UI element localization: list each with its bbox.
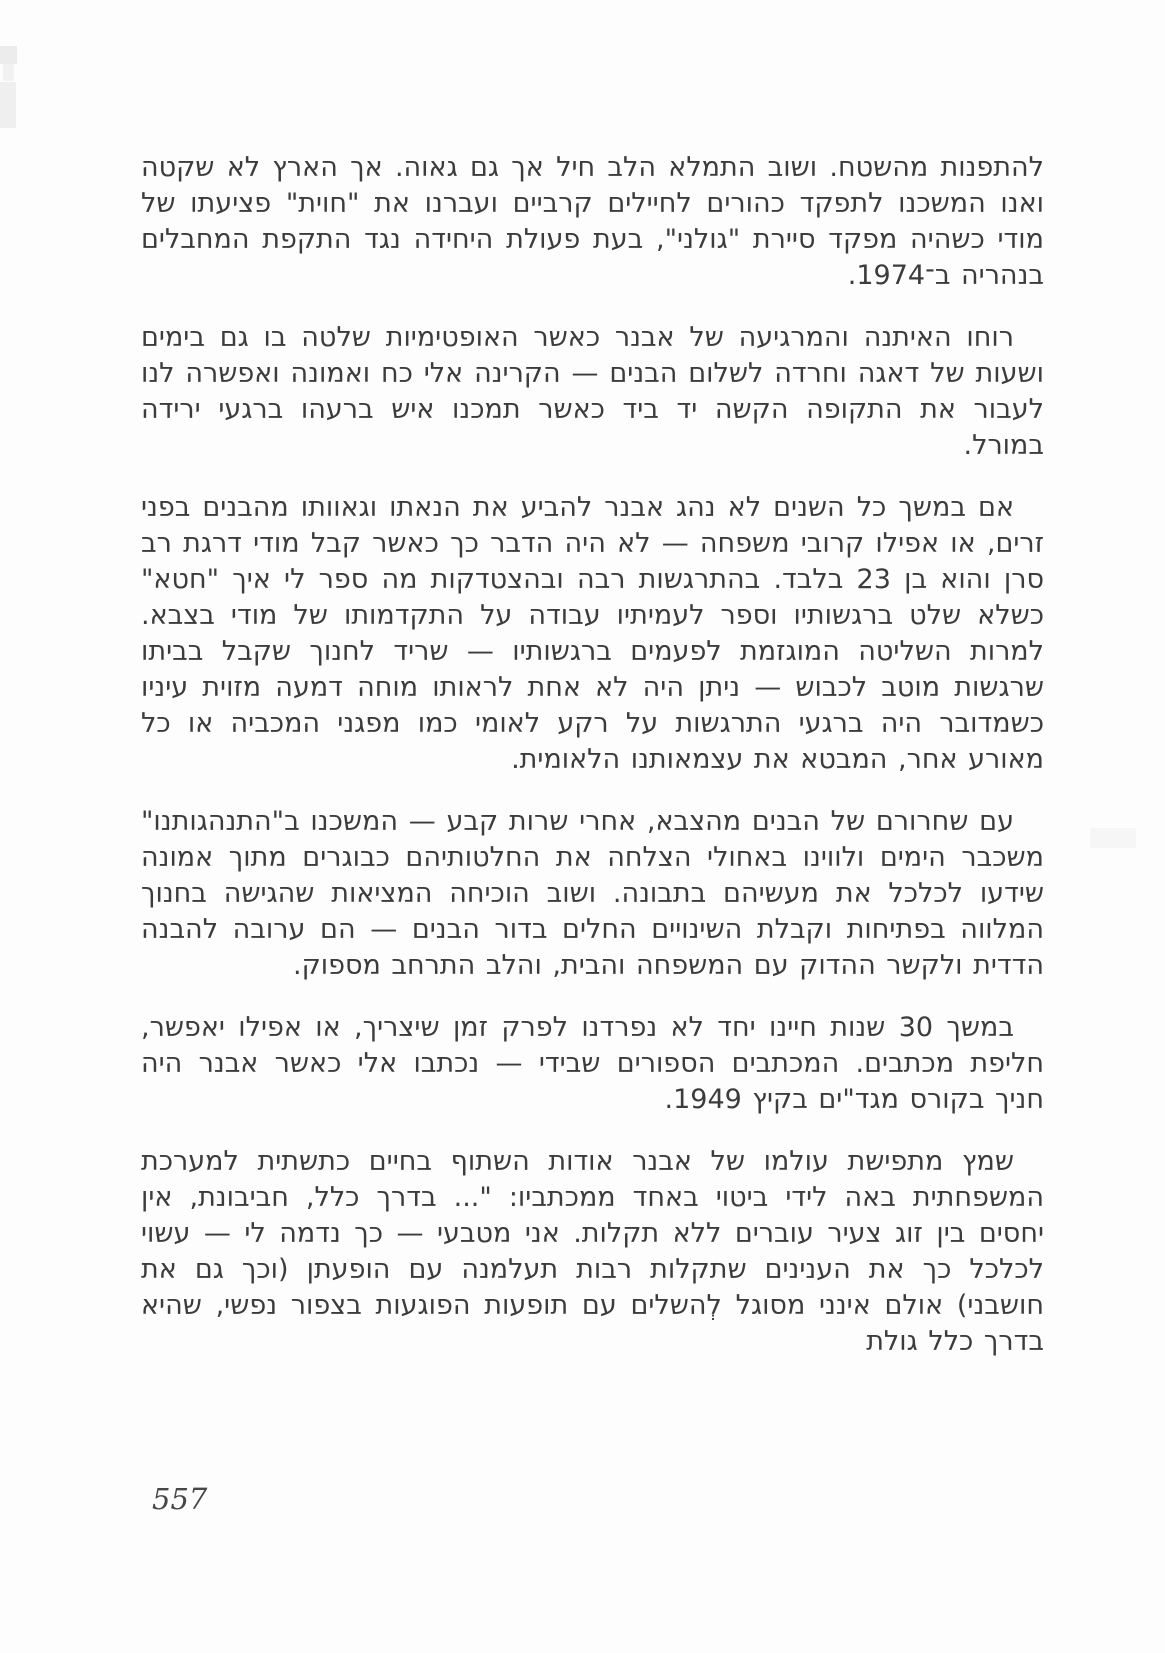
page-number: 557 — [152, 1482, 208, 1516]
scan-artifact-top — [0, 46, 17, 64]
scan-artifact-top — [0, 82, 16, 128]
scan-artifact-right — [1090, 828, 1136, 848]
paragraph: במשך 30 שנות חיינו יחד לא נפרדנו לפרק זמן שיצריך, או אפילו יאפשר, חליפת מכתבים. המכתבים הספורים שבידי — נכתבו אלי כאשר אבנר היה חניך בקורס מגד"ים בקיץ 1949. — [141, 1012, 1044, 1115]
paragraph: רוחו האיתנה והמרגיעה של אבנר כאשר האופטימיות שלטה בו גם בימים ושעות של דאגה וחרדה לשלום הבנים — הקרינה אלי כח ואמונה ואפשרה לנו לעבור את התקופה הקשה יד ביד כאשר תמכנו איש ברעהו ברגעי ירידה במורל. — [141, 322, 1044, 461]
scan-artifact-top — [3, 64, 14, 81]
paragraph: עם שחרורם של הבנים מהצבא, אחרי שרות קבע — המשכנו ב"התנהגותנו" משכבר הימים ולווינו באחולי הצלחה את החלטותיהם כבוגרים מתוך אמונה שידעו לכלכל את מעשיהם בתבונה. ושוב הוכיחה המציאות שהגישה בחנוך המלווה בפתיחות וקבלת השינויים החלים בדור הבנים — הם ערובה להבנה הדדית ולקשר ההדוק עם המשפחה והבית, והלב התרחב מספוק. — [141, 806, 1044, 981]
paragraph: אם במשך כל השנים לא נהג אבנר להביע את הנאתו וגאוותו מהבנים בפני זרים, או אפילו קרובי משפחה — לא היה הדבר כך כאשר קבל מודי דרגת רב סרן והוא בן 23 בלבד. בהתרגשות רבה ובהצטדקות מה ספר לי איך "חטא" כשלא שלט ברגשותיו וספר לעמיתיו עבודה על התקדמותו של מודי בצבא. למרות השליטה המוגזמת לפעמים ברגשותיו — שריד לחנוך שקבל בביתו שרגשות מוטב לכבוש — ניתן היה לא אחת לראותו מוחה דמעה מזוית עיניו כשמדובר היה ברגעי התרגשות על רקע לאומי כמו מפגני המכביה או כל מאורע אחר, המבטא את עצמאותנו הלאומית. — [141, 492, 1045, 775]
paragraph: שמץ מתפישת עולמו של אבנר אודות השתוף בחיים כתשתית למערכת המשפחתית באה לידי ביטוי באחד ממכתביו: "... בדרך כלל, חביבונת, אין יחסים בין זוג צעיר עוברים ללא תקלות. אני מטבעי — כך נדמה לי — עשוי לכלכל כך את הענינים שתקלות רבות תעלמנה עם הופעתן (וכך גם את חושבני) אולם אינני מסוגל לְהשלים עם תופעות הפוגעות בצפור נפשי, שהיא בדרך כלל גולת — [141, 1146, 1044, 1357]
paragraph-continuation: להתפנות מהשטח. ושוב התמלא הלב חיל אך גם גאוה. אך הארץ לא שקטה ואנו המשכנו לתפקד כהורים לחיילים קרביים ועברנו את "חוית" פציעתו של מודי כשהיה מפקד סיירת "גולני", בעת פעולת היחידה נגד התקפת המחבלים בנהריה ב־1974. — [141, 152, 1044, 291]
body-text — [141, 150, 1044, 1360]
